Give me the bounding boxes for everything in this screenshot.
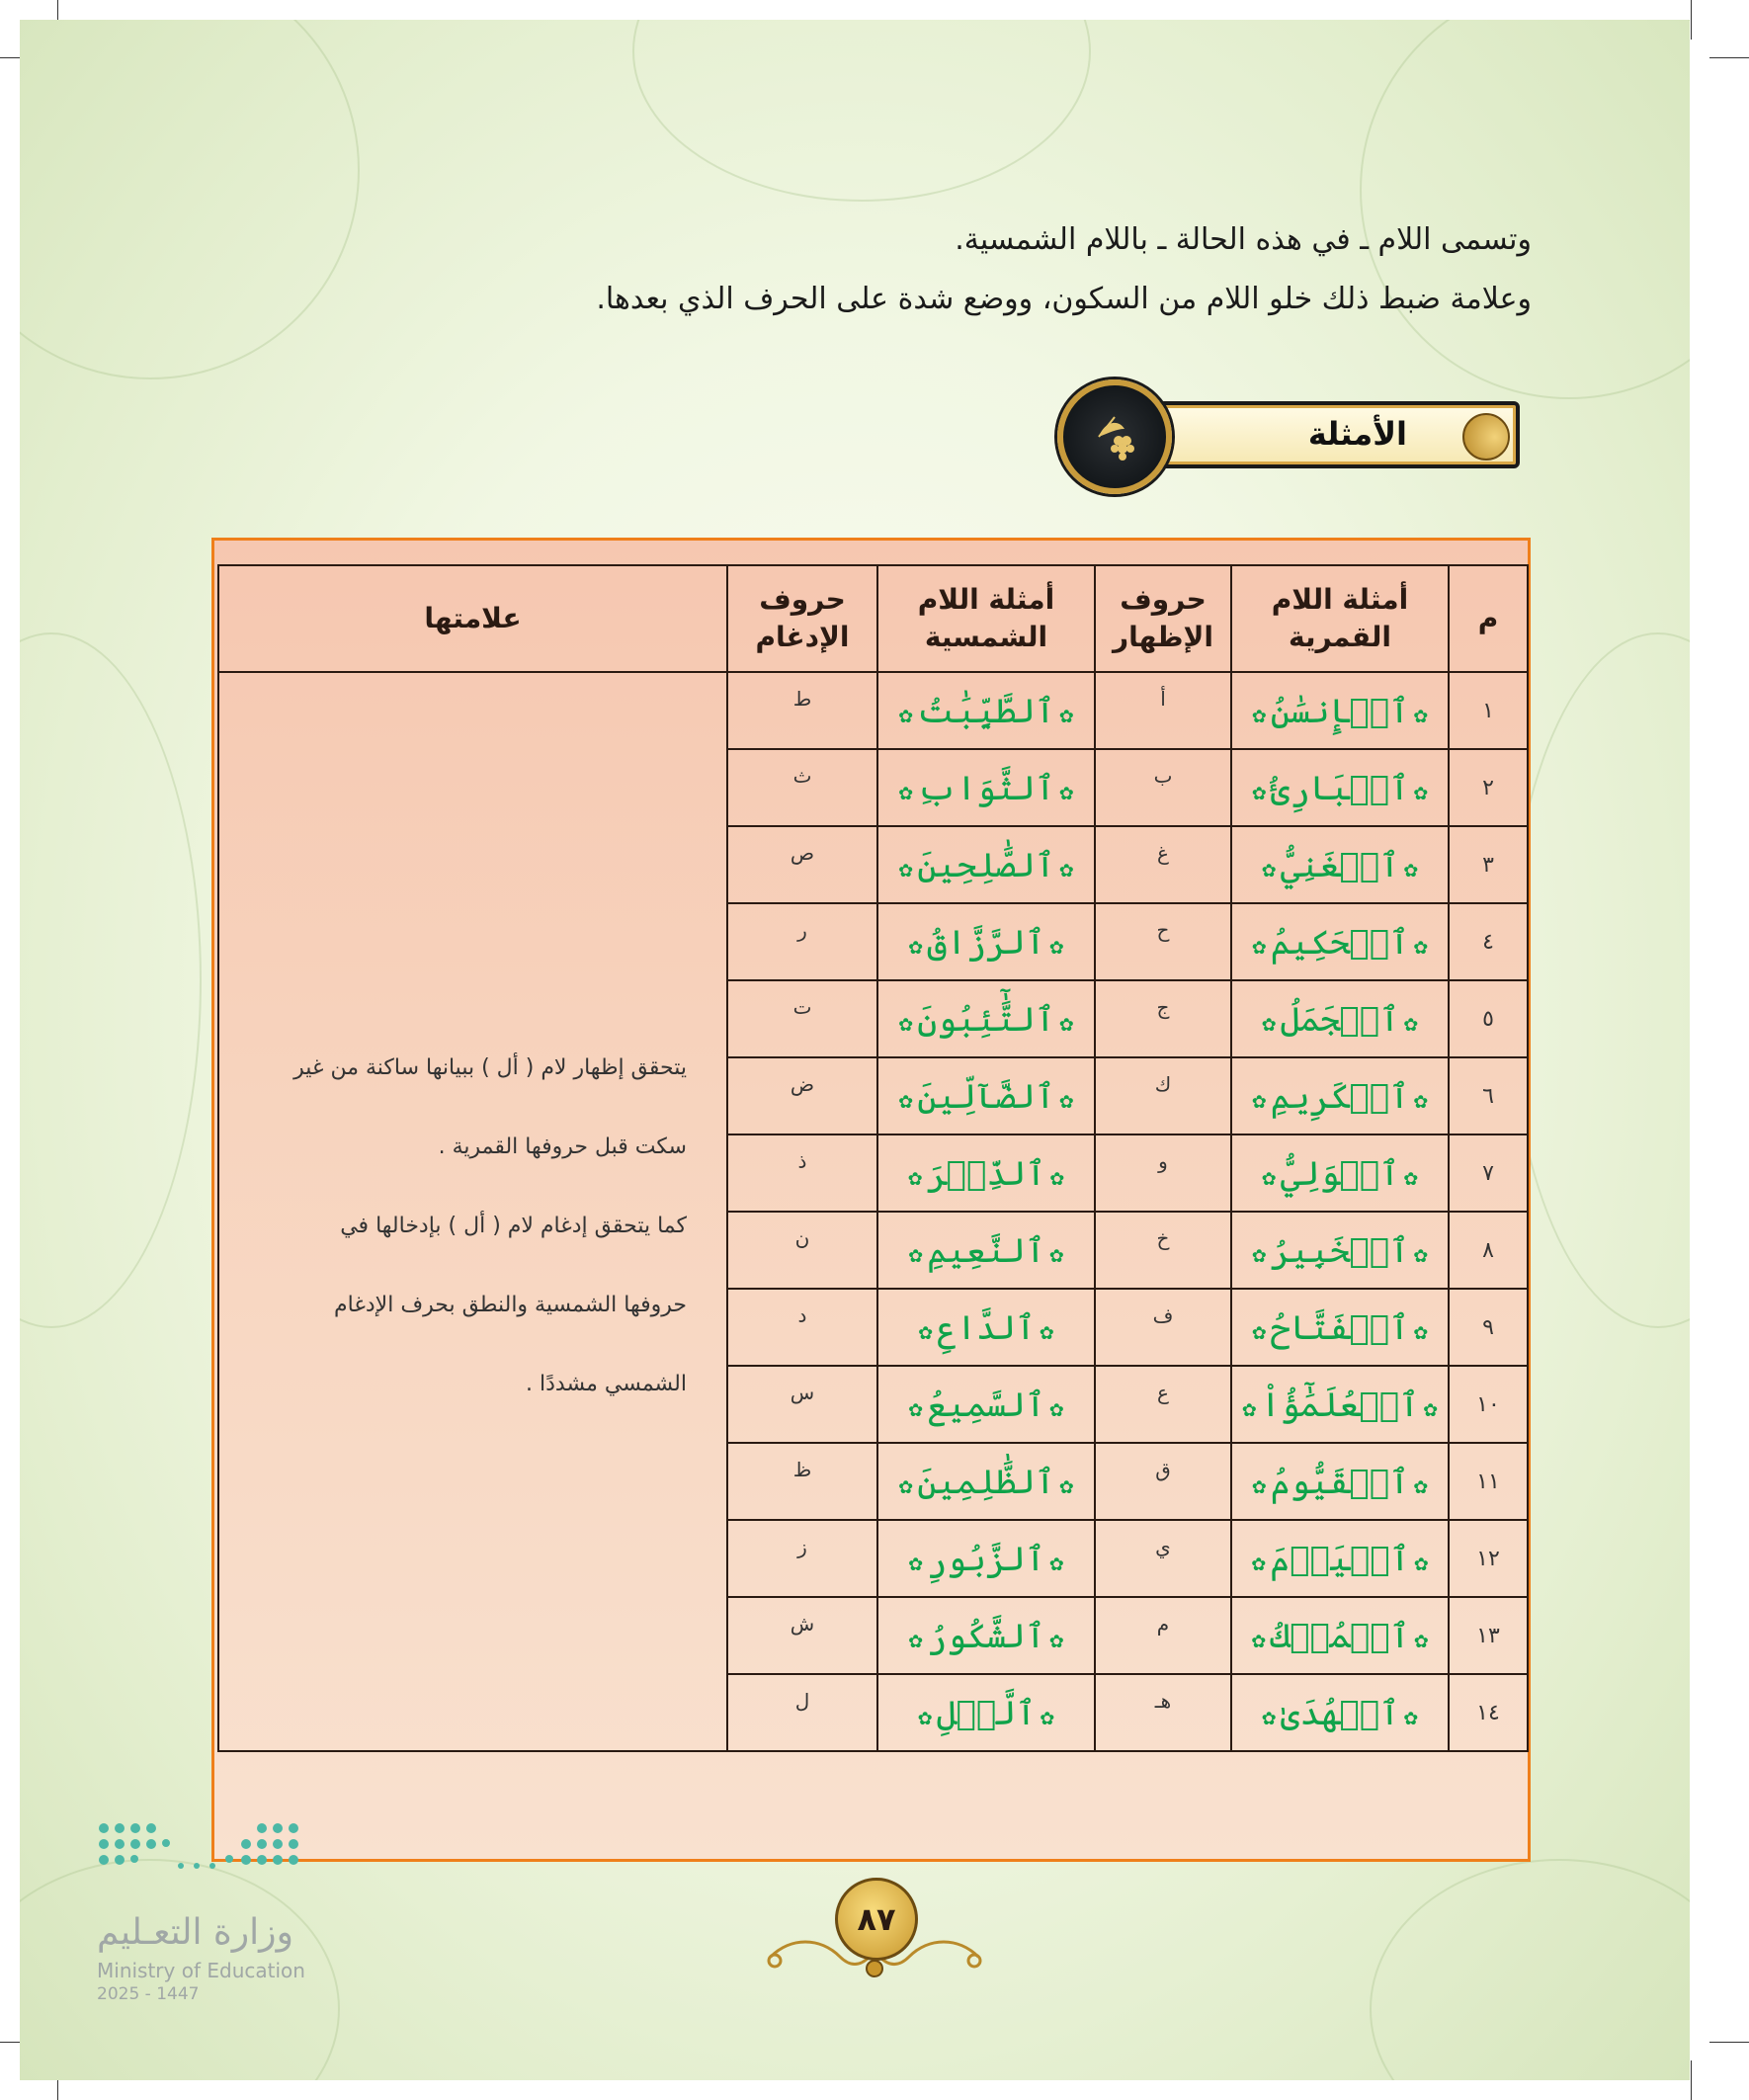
solar-example: ✿ٱلظَّٰلِمِينَ✿ bbox=[877, 1443, 1095, 1520]
row-number: ٥ bbox=[1449, 980, 1528, 1057]
izhar-letter: ي bbox=[1095, 1520, 1231, 1597]
idgham-letter: ن bbox=[727, 1212, 877, 1289]
idgham-letter: د bbox=[727, 1289, 877, 1366]
lunar-example: ✿ٱلۡجَمَلُ✿ bbox=[1231, 980, 1449, 1057]
lunar-example: ✿ٱلۡقَيُّومُ✿ bbox=[1231, 1443, 1449, 1520]
idgham-letter: ز bbox=[727, 1520, 877, 1597]
lunar-example: ✿ٱلۡكَرِيمِ✿ bbox=[1231, 1057, 1449, 1134]
background-ornament bbox=[1370, 1859, 1690, 2080]
solar-example: ✿ٱلسَّمِيعُ✿ bbox=[877, 1366, 1095, 1443]
crop-mark bbox=[1709, 57, 1749, 58]
background-ornament bbox=[1360, 20, 1690, 399]
idgham-letter: ذ bbox=[727, 1134, 877, 1212]
row-number: ١٢ bbox=[1449, 1520, 1528, 1597]
row-number: ٣ bbox=[1449, 826, 1528, 903]
fan-ornament-icon bbox=[1462, 413, 1510, 461]
examples-frame bbox=[211, 538, 1531, 1862]
banner-bar bbox=[1117, 401, 1520, 468]
row-number: ١٤ bbox=[1449, 1674, 1528, 1751]
solar-example: ✿ٱلذِّكۡرَ✿ bbox=[877, 1134, 1095, 1212]
header-sign: علامتها bbox=[218, 565, 727, 672]
idgham-letter: ظ bbox=[727, 1443, 877, 1520]
row-number: ٧ bbox=[1449, 1134, 1528, 1212]
crop-mark bbox=[1691, 0, 1692, 40]
section-title: الأمثلة bbox=[1307, 415, 1407, 453]
row-number: ١١ bbox=[1449, 1443, 1528, 1520]
idgham-letter: س bbox=[727, 1366, 877, 1443]
lunar-example: ✿ٱلۡمُلۡكُ✿ bbox=[1231, 1597, 1449, 1674]
izhar-letter: ح bbox=[1095, 903, 1231, 980]
header-idgham-letters: حروف الإدغام bbox=[727, 565, 877, 672]
background-ornament bbox=[1508, 632, 1690, 1328]
solar-example: ✿ٱلرَّزَّاقُ✿ bbox=[877, 903, 1095, 980]
solar-example: ✿ٱلثَّوَابِ✿ bbox=[877, 749, 1095, 826]
row-number: ٩ bbox=[1449, 1289, 1528, 1366]
note-line: يتحقق إظهار لام ( أل ) ببيانها ساكنة من غير bbox=[293, 1055, 687, 1080]
note-line: حروفها الشمسية والنطق بحرف الإدغام bbox=[334, 1293, 687, 1317]
izhar-letter: خ bbox=[1095, 1212, 1231, 1289]
idgham-letter: ط bbox=[727, 672, 877, 749]
section-banner bbox=[1057, 387, 1530, 476]
izhar-letter: هـ bbox=[1095, 1674, 1231, 1751]
idgham-letter: ت bbox=[727, 980, 877, 1057]
idgham-letter: ر bbox=[727, 903, 877, 980]
solar-example: ✿ٱلطَّيِّبَٰتُ✿ bbox=[877, 672, 1095, 749]
background-ornament bbox=[632, 20, 1091, 202]
background-ornament bbox=[20, 20, 360, 379]
grape-medallion-icon bbox=[1057, 379, 1172, 494]
row-number: ٢ bbox=[1449, 749, 1528, 826]
izhar-letter: ب bbox=[1095, 749, 1231, 826]
izhar-letter: ج bbox=[1095, 980, 1231, 1057]
row-number: ٦ bbox=[1449, 1057, 1528, 1134]
lunar-example: ✿ٱلۡعُلَمَٰٓؤُاْ✿ bbox=[1231, 1366, 1449, 1443]
lunar-example: ✿ٱلۡهُدَىٰ✿ bbox=[1231, 1674, 1449, 1751]
idgham-letter: ش bbox=[727, 1597, 877, 1674]
lunar-example: ✿ٱلۡبَارِئُ✿ bbox=[1231, 749, 1449, 826]
izhar-letter: ق bbox=[1095, 1443, 1231, 1520]
solar-example: ✿ٱلَّيۡلِ✿ bbox=[877, 1674, 1095, 1751]
izhar-letter: أ bbox=[1095, 672, 1231, 749]
row-number: ٨ bbox=[1449, 1212, 1528, 1289]
header-solar-examples: أمثلة اللام الشمسية bbox=[877, 565, 1095, 672]
solar-example: ✿ٱلزَّبُورِ✿ bbox=[877, 1520, 1095, 1597]
solar-example: ✿ٱلنَّعِيمِ✿ bbox=[877, 1212, 1095, 1289]
solar-example: ✿ٱلشَّكُورُ✿ bbox=[877, 1597, 1095, 1674]
note-line: كما يتحقق إدغام لام ( أل ) بإدخالها في bbox=[340, 1214, 687, 1238]
sign-note bbox=[219, 673, 726, 1424]
izhar-letter: ك bbox=[1095, 1057, 1231, 1134]
idgham-letter: ل bbox=[727, 1674, 877, 1751]
note-line: سكت قبل حروفها القمرية . bbox=[438, 1134, 687, 1159]
lunar-example: ✿ٱلۡوَلِيُّ✿ bbox=[1231, 1134, 1449, 1212]
ministry-name-arabic: وزارة التعـليم bbox=[97, 1912, 293, 1953]
solar-example: ✿ٱلصَّٰلِحِينَ✿ bbox=[877, 826, 1095, 903]
intro-line-1: وتسمى اللام ـ في هذه الحالة ـ باللام الشمسية. bbox=[955, 222, 1532, 257]
header-izhar-letters: حروف الإظهار bbox=[1095, 565, 1231, 672]
crop-mark bbox=[1709, 2042, 1749, 2043]
izhar-letter: م bbox=[1095, 1597, 1231, 1674]
row-number: ١٣ bbox=[1449, 1597, 1528, 1674]
solar-example: ✿ٱلتَّٰٓئِبُونَ✿ bbox=[877, 980, 1095, 1057]
table-body bbox=[218, 672, 1528, 1751]
izhar-letter: ف bbox=[1095, 1289, 1231, 1366]
izhar-letter: ع bbox=[1095, 1366, 1231, 1443]
lunar-example: ✿ٱلۡحَكِيمُ✿ bbox=[1231, 903, 1449, 980]
izhar-letter: و bbox=[1095, 1134, 1231, 1212]
lunar-example: ✿ٱلۡيَوۡمَ✿ bbox=[1231, 1520, 1449, 1597]
header-lunar-examples: أمثلة اللام القمرية bbox=[1231, 565, 1449, 672]
examples-table bbox=[217, 564, 1529, 1752]
background-ornament bbox=[20, 632, 202, 1328]
lunar-example: ✿ٱلۡغَنِيُّ✿ bbox=[1231, 826, 1449, 903]
note-line: الشمسي مشددًا . bbox=[526, 1372, 687, 1396]
ministry-name-english: Ministry of Education bbox=[97, 1959, 305, 1982]
sign-note-cell bbox=[218, 672, 727, 1751]
intro-line-2: وعلامة ضبط ذلك خلو اللام من السكون، ووضع شدة على الحرف الذي بعدها. bbox=[596, 282, 1532, 316]
page-number: ٨٧ bbox=[835, 1878, 918, 1961]
lunar-example: ✿ٱلۡإِنسَٰنُ✿ bbox=[1231, 672, 1449, 749]
izhar-letter: غ bbox=[1095, 826, 1231, 903]
edition-year: 2025 - 1447 bbox=[97, 1984, 200, 2004]
solar-example: ✿ٱلضَّآلِّينَ✿ bbox=[877, 1057, 1095, 1134]
lunar-example: ✿ٱلۡخَبِيرُ✿ bbox=[1231, 1212, 1449, 1289]
lunar-example: ✿ٱلۡفَتَّاحُ✿ bbox=[1231, 1289, 1449, 1366]
row-number: ١٠ bbox=[1449, 1366, 1528, 1443]
header-index: م bbox=[1449, 565, 1528, 672]
idgham-letter: ث bbox=[727, 749, 877, 826]
row-number: ٤ bbox=[1449, 903, 1528, 980]
idgham-letter: ص bbox=[727, 826, 877, 903]
solar-example: ✿ٱلدَّاعِ✿ bbox=[877, 1289, 1095, 1366]
crop-mark bbox=[1691, 2060, 1692, 2100]
row-number: ١ bbox=[1449, 672, 1528, 749]
idgham-letter: ض bbox=[727, 1057, 877, 1134]
